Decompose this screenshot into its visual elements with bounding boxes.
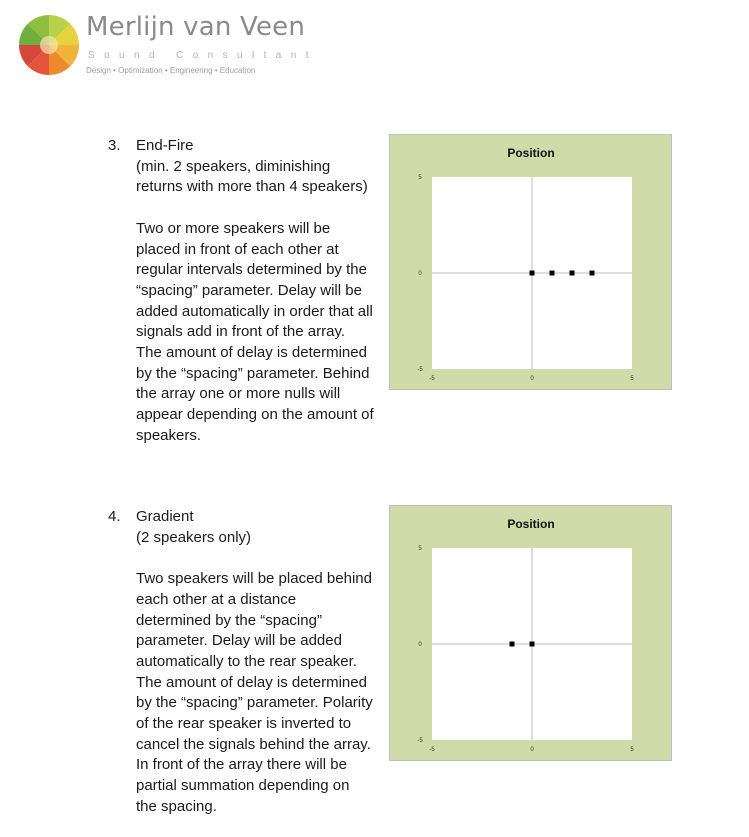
- x-tick-label: 0: [530, 376, 534, 382]
- section-title: End-Fire: [136, 137, 194, 154]
- x-tick-label: -5: [429, 376, 435, 382]
- x-tick-label: -5: [429, 747, 435, 753]
- section-gradient: [108, 507, 374, 818]
- brand-name: Merlijn van Veen: [86, 12, 306, 42]
- section-number: 4.: [108, 508, 121, 525]
- y-tick-label: 5: [418, 546, 422, 552]
- header: [18, 10, 348, 80]
- y-tick-label: 0: [418, 271, 422, 277]
- position-chart-gradient: [389, 505, 672, 761]
- section-heading: [108, 136, 374, 157]
- brand-subtitle: Sound Consultant: [88, 50, 318, 61]
- speaker-point: [530, 271, 535, 276]
- section-body: Two or more speakers will be placed in front of each other at regular intervals determined by the “spacing” parameter. Delay will be added automatically in order that all signals add in front of the array. The amount of delay is determined by the “spacing” parameter. Behind the array one or more nulls will appear depending on the amount of speakers.: [136, 219, 374, 444]
- section-note: (2 speakers only): [136, 528, 252, 546]
- logo-icon: [18, 14, 80, 76]
- speaker-point: [590, 271, 595, 276]
- chart-svg: [390, 135, 673, 391]
- section-number: 3.: [108, 137, 121, 154]
- section-note: (min. 2 speakers, diminishing returns with more than 4 speakers): [136, 157, 368, 196]
- section-body: Two speakers will be placed behind each other at a distance determined by the “spacing” parameter. Delay will be added automatically to the rear speaker. The amount of delay is determined by the “spacing” parameter. Polarity of the rear speaker is inverted to cancel the signals behind the array. In front of the array there will be partial summation depending on the spacing.: [136, 570, 373, 815]
- x-tick-label: 5: [630, 376, 634, 382]
- y-tick-label: 0: [418, 642, 422, 648]
- y-tick-label: 5: [418, 175, 422, 181]
- section-end-fire: [108, 136, 374, 447]
- brand-tagline: Design • Optimization • Engineering • Education: [86, 66, 256, 75]
- x-tick-label: 5: [630, 747, 634, 753]
- speaker-point: [510, 642, 515, 647]
- position-chart-end-fire: [389, 134, 672, 390]
- y-tick-label: -5: [417, 738, 423, 744]
- speaker-point: [530, 642, 535, 647]
- speaker-point: [570, 271, 575, 276]
- section-title: Gradient: [136, 508, 194, 525]
- chart-svg: [390, 506, 673, 762]
- speaker-point: [550, 271, 555, 276]
- x-tick-label: 0: [530, 747, 534, 753]
- section-heading: [108, 507, 374, 528]
- chart-title: Position: [507, 146, 555, 160]
- chart-title: Position: [507, 517, 555, 531]
- y-tick-label: -5: [417, 367, 423, 373]
